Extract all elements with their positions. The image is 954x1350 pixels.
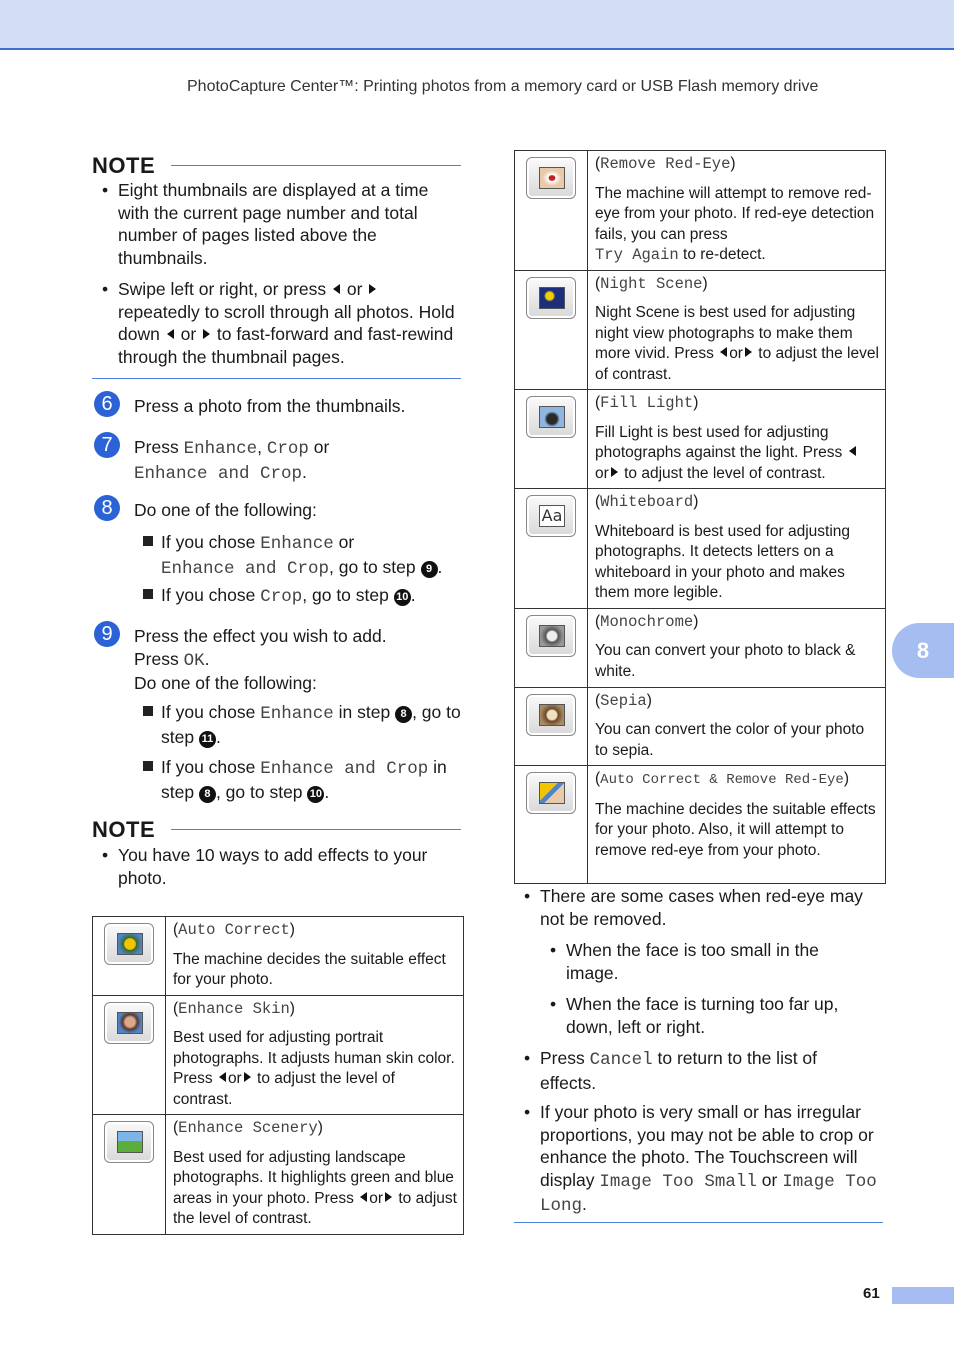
step-text: , go to step — [215, 781, 303, 802]
bullet-dot: • — [102, 279, 109, 299]
note-bullet — [102, 844, 460, 889]
chapter-tab[interactable]: 8 — [892, 623, 954, 678]
image-too-long-label: Image Too Long — [540, 1171, 877, 1216]
step-9-text: Press the effect you wish to add. Press OK. Do one of the following: — [134, 626, 387, 693]
effect-icon-cell — [93, 1115, 166, 1235]
info-bullet — [524, 1101, 885, 1218]
option-crop: Crop — [266, 439, 309, 459]
effect-description: The machine will attempt to remove red-eye from your photo. If red-eye detection fails, you can press — [595, 184, 875, 243]
step-9-option-b: If you chose Enhance and Crop in step 8 , go to step 10 . — [161, 756, 464, 803]
effect-name: (Remove Red-Eye) — [595, 155, 736, 173]
note-rule — [171, 165, 461, 166]
try-again-label: Try Again — [595, 246, 679, 264]
step-text: , go to step — [329, 556, 416, 577]
effect-row — [515, 489, 886, 609]
cancel-label: Cancel — [589, 1050, 653, 1070]
whiteboard-icon-text: Aa — [539, 505, 565, 527]
effect-name: (Night Scene) — [595, 274, 708, 293]
effects-table-left — [92, 916, 464, 1235]
left-arrow-icon — [167, 329, 174, 339]
note-heading: NOTE — [92, 153, 156, 178]
effect-icon-cell — [515, 608, 588, 687]
step-text: in step — [338, 702, 391, 722]
note-bullet — [102, 179, 460, 269]
bullet-dot: • — [550, 994, 557, 1014]
right-arrow-icon — [244, 1072, 251, 1082]
step-text: If you chose — [161, 757, 256, 777]
step-text: , go to step — [161, 702, 461, 747]
effect-icon-cell — [515, 151, 588, 271]
step-ref-icon: 10 — [394, 589, 411, 606]
step-8-option-a: If you chose Enhance or Enhance and Crop, go to step 9 . — [161, 531, 464, 580]
step-text: Press — [134, 648, 179, 669]
step-text: , go to step — [302, 585, 389, 605]
sepia-icon[interactable] — [526, 694, 576, 736]
enhance-scenery-icon[interactable] — [104, 1121, 154, 1163]
effect-description: to adjust the level of contrast. — [173, 1189, 457, 1227]
effect-text-cell — [588, 390, 886, 489]
auto-correct-icon[interactable] — [104, 923, 154, 965]
effect-description: or — [595, 464, 609, 482]
effect-description: Best used for adjusting landscape photographs. It highlights green and blue areas in your photo. Press — [173, 1148, 454, 1207]
option-enhance: Enhance — [260, 704, 334, 724]
info-text: When the face is too small in the image. — [566, 940, 819, 983]
step-text: If you chose — [161, 585, 256, 605]
effect-description: Best used for adjusting portrait photographs. It adjusts human skin color. Press — [173, 1029, 455, 1087]
note-text: Swipe left or right, or press — [118, 279, 327, 299]
step-ref-icon: 9 — [421, 561, 438, 578]
step-text: or — [313, 437, 330, 457]
square-bullet — [143, 536, 153, 546]
effect-description: Night Scene is best used for adjusting night view photographs to make them more vivid. Press — [595, 304, 856, 362]
effect-icon-cell — [93, 995, 166, 1115]
footer-bar — [892, 1287, 954, 1304]
effect-text-cell — [588, 489, 886, 609]
note-text: or — [346, 279, 363, 299]
effect-description: to adjust the level of contrast. — [173, 1070, 395, 1108]
effect-name: (Auto Correct & Remove Red-Eye) — [595, 770, 849, 788]
step-ref-icon: 11 — [199, 731, 216, 748]
step-number-7: 7 — [94, 432, 120, 458]
effect-name: (Enhance Skin) — [173, 999, 295, 1018]
option-enhance-and-crop: Enhance and Crop — [134, 463, 303, 484]
effect-name: (Monochrome) — [595, 612, 699, 631]
effect-icon-cell — [515, 270, 588, 390]
step-text: . — [302, 461, 307, 482]
step-9-option-a: If you chose Enhance in step 8 , go to step 11 . — [161, 701, 464, 748]
effect-row — [93, 995, 464, 1115]
effects-table-right — [514, 150, 886, 884]
effect-text-cell — [588, 766, 886, 884]
step-text: Press the effect you wish to add. — [134, 626, 387, 646]
option-enhance-and-crop: Enhance and Crop — [260, 759, 429, 779]
step-ref-icon: 8 — [199, 786, 216, 803]
effect-icon-cell — [515, 687, 588, 766]
square-bullet — [143, 589, 153, 599]
step-number-9: 9 — [94, 621, 120, 647]
effect-row — [93, 917, 464, 996]
step-ref-icon: 8 — [395, 706, 412, 723]
effect-description: You can convert the color of your photo to sepia. — [595, 721, 865, 759]
effect-icon-cell — [515, 390, 588, 489]
effect-text-cell — [588, 687, 886, 766]
right-arrow-icon — [369, 284, 376, 294]
note-bullet-text: Eight thumbnails are displayed at a time with the current page number and total number of pages listed above the thumbnails. — [118, 180, 429, 268]
effect-description: or — [369, 1189, 384, 1207]
info-text: Press — [540, 1048, 585, 1068]
effect-description: Fill Light is best used for adjusting photographs against the light. Press — [595, 423, 843, 461]
effect-name-text: Sepia — [600, 691, 647, 710]
page-header: PhotoCapture Center™: Printing photos from a memory card or USB Flash memory drive — [187, 78, 819, 95]
option-enhance-and-crop: Enhance and Crop — [161, 558, 330, 579]
left-arrow-icon — [720, 347, 727, 357]
info-text: or — [761, 1169, 778, 1190]
effect-icon-cell — [515, 766, 588, 884]
info-sub-bullet — [550, 939, 866, 984]
bullet-dot: • — [524, 1048, 531, 1068]
monochrome-icon[interactable] — [526, 615, 576, 657]
effect-description: to adjust the level of contrast. — [595, 345, 879, 383]
effect-name: (Whiteboard) — [595, 493, 699, 511]
effect-name: (Sepia) — [595, 691, 652, 710]
auto-correct-remove-red-eye-icon[interactable] — [526, 772, 576, 814]
effect-text-cell — [588, 608, 886, 687]
effect-name: (Auto Correct) — [173, 921, 295, 939]
step-text: , — [257, 437, 262, 457]
note-end-rule — [92, 378, 461, 379]
step-6-text: Press a photo from the thumbnails. — [134, 396, 406, 416]
note-rule — [171, 829, 461, 830]
note-bullet-text: You have 10 ways to add effects to your photo. — [118, 845, 428, 888]
effect-row — [515, 390, 886, 489]
effect-name-text: Auto Correct — [178, 921, 290, 939]
step-7-text — [134, 436, 464, 485]
effect-name-text: Enhance Skin — [178, 999, 290, 1018]
page-number: 61 — [863, 1285, 880, 1302]
effect-row — [515, 608, 886, 687]
step-text: If you chose — [161, 532, 256, 552]
effect-row — [515, 151, 886, 271]
effect-icon-cell — [515, 489, 588, 609]
left-arrow-icon — [360, 1192, 367, 1202]
step-text: Do one of the following: — [134, 673, 317, 693]
step-text: If you chose — [161, 702, 256, 722]
step-text: Press — [134, 437, 179, 457]
effect-description: to re-detect. — [683, 246, 766, 263]
info-text: If your photo is very small or has irregular proportions, you may not be able to crop or enhance the photo. The Touchscreen will display — [540, 1102, 874, 1190]
effect-description: You can convert your photo to black & white. — [595, 642, 856, 680]
bullet-dot: • — [102, 180, 109, 200]
note-bullet — [102, 278, 463, 368]
enhance-skin-icon[interactable] — [104, 1002, 154, 1044]
effect-description: Whiteboard is best used for adjusting photographs. It detects letters on a whiteboard in your photo and makes them more legible. — [595, 522, 851, 601]
info-bullet — [524, 1047, 870, 1094]
info-text: When the face is turning too far up, down, left or right. — [566, 994, 839, 1037]
top-banner — [0, 0, 954, 50]
option-enhance: Enhance — [260, 534, 334, 554]
step-8-option-b: If you chose Crop, go to step 10 . — [161, 584, 464, 609]
effect-row — [93, 1115, 464, 1235]
note-text: repeatedly to scroll through all photos. Hold down — [118, 301, 455, 344]
step-8-text: Do one of the following: — [134, 500, 317, 520]
info-text: to return to the list of effects. — [540, 1048, 818, 1093]
step-text: or — [338, 532, 355, 552]
info-text: . — [582, 1194, 587, 1214]
effect-name-text: Auto Correct & Remove Red-Eye — [600, 772, 844, 788]
whiteboard-icon[interactable] — [526, 495, 576, 537]
note-text: to fast-forward and fast-rewind through the thumbnail pages. — [118, 324, 454, 367]
effect-name-text: Monochrome — [600, 612, 694, 631]
right-arrow-icon — [385, 1192, 392, 1202]
info-bullet — [524, 885, 885, 930]
note-heading: NOTE — [92, 817, 156, 842]
effect-text-cell — [588, 270, 886, 390]
option-enhance: Enhance — [183, 439, 258, 459]
effect-description: The machine decides the suitable effect for your photo. — [173, 950, 446, 988]
step-ref-icon: 10 — [307, 786, 324, 803]
effect-description: or — [729, 345, 743, 362]
fill-light-icon[interactable] — [526, 396, 576, 438]
step-text: in step — [161, 757, 447, 802]
info-text: There are some cases when red-eye may not be removed. — [540, 886, 863, 929]
note-text: or — [180, 324, 197, 344]
effect-name: (Enhance Scenery) — [173, 1119, 323, 1137]
left-arrow-icon — [849, 446, 856, 456]
effect-text-cell — [166, 917, 464, 996]
left-arrow-icon — [333, 284, 340, 294]
effect-icon-cell — [93, 917, 166, 996]
right-arrow-icon — [611, 467, 618, 477]
effect-description: or — [227, 1070, 242, 1087]
effect-name: (Fill Light) — [595, 394, 699, 412]
step-number-6: 6 — [94, 391, 120, 417]
effect-row — [515, 270, 886, 390]
bullet-dot: • — [524, 886, 531, 906]
info-sub-bullet — [550, 993, 866, 1038]
remove-red-eye-icon[interactable] — [526, 157, 576, 199]
effect-description: The machine decides the suitable effects for your photo. Also, it will attempt to remove red-eye from your photo. — [595, 800, 876, 859]
night-scene-icon[interactable] — [526, 277, 576, 319]
effect-name-text: Whiteboard — [600, 493, 694, 511]
step-number-8: 8 — [94, 495, 120, 521]
effect-name-text: Enhance Scenery — [178, 1119, 318, 1137]
effect-row — [515, 687, 886, 766]
effect-text-cell — [166, 995, 464, 1115]
option-crop: Crop — [260, 587, 303, 607]
effect-row — [515, 766, 886, 884]
bullet-dot: • — [550, 940, 557, 960]
effect-description: to adjust the level of contrast. — [624, 464, 826, 482]
effect-name-text: Fill Light — [600, 394, 694, 412]
right-arrow-icon — [745, 347, 752, 357]
bullet-dot: • — [524, 1102, 531, 1122]
effect-text-cell — [166, 1115, 464, 1235]
effect-name-text: Night Scene — [600, 274, 703, 293]
square-bullet — [143, 706, 153, 716]
left-arrow-icon — [219, 1072, 226, 1082]
bullet-dot: • — [102, 845, 109, 865]
effect-text-cell — [588, 151, 886, 271]
ok-label: OK — [183, 650, 205, 671]
effect-name-text: Remove Red-Eye — [600, 155, 731, 173]
note-end-rule — [514, 1222, 883, 1223]
image-too-small-label: Image Too Small — [599, 1171, 757, 1192]
square-bullet — [143, 761, 153, 771]
right-arrow-icon — [203, 329, 210, 339]
